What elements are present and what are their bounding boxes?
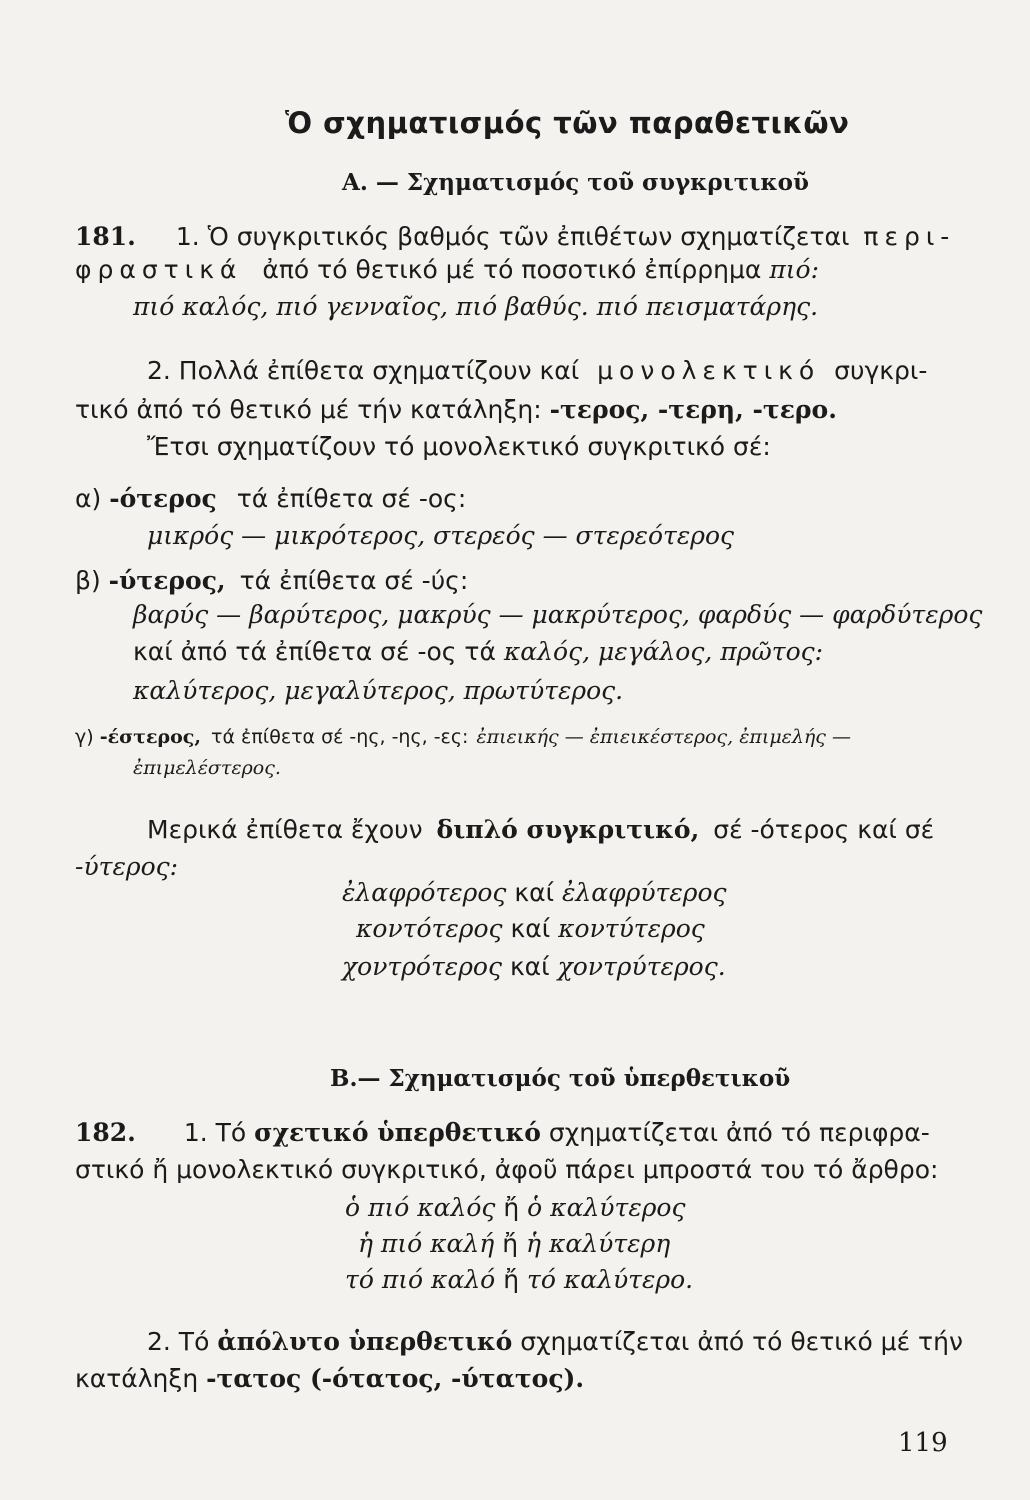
paragraph-181-line-3: πιό καλός, πιό γενναῖος, πιό βαθύς. πιό πεισματάρης. bbox=[133, 292, 819, 321]
double-example-3: χοντρότερος καί χοντρύτερος. bbox=[342, 952, 726, 981]
superlative-example-3: τό πιό καλό ἤ τό καλύτερο. bbox=[345, 1265, 694, 1294]
beta-examples-3: καλύτερος, μεγαλύτερος, πρωτύτερος. bbox=[133, 676, 624, 705]
paragraph-number: 181. bbox=[75, 222, 136, 251]
double-comparative-line-2: -ύτερος: bbox=[75, 852, 179, 881]
paragraph-181-2-line-1: 2. Πολλά ἐπίθετα σχηματίζουν καί μονολεκτικό συγκρι- bbox=[147, 356, 928, 385]
paragraph-182-2-line-2: κατάληξη -τατος (-ότατος, -ύτατος). bbox=[75, 1364, 585, 1393]
paragraph-181-2-line-3: Ἔτσι σχηματίζουν τό μονολεκτικό συγκριτικό σέ: bbox=[147, 432, 771, 461]
beta-examples-1: βαρύς — βαρύτερος, μακρύς — μακρύτερος, φαρδύς — φαρδύτερος bbox=[133, 600, 983, 629]
paragraph-number: 182. bbox=[75, 1118, 136, 1147]
double-example-1: ἐλαφρότερος καί ἐλαφρύτερος bbox=[342, 878, 727, 907]
gamma-rule: γ) -έστερος, τά ἐπίθετα σέ -ης, -ης, -ες: ἐπιεικής — ἐπιεικέστερος, ἐπιμελής — bbox=[75, 726, 851, 748]
double-example-2: κοντότερος καί κοντύτερος bbox=[356, 914, 705, 943]
paragraph-181-line-2: φραστικά ἀπό τό θετικό μέ τό ποσοτικό ἐπίρρημα πιό: bbox=[75, 255, 820, 284]
alpha-examples: μικρός — μικρότερος, στερεός — στερεότερος bbox=[147, 521, 735, 550]
superlative-example-1: ὁ πιό καλός ἤ ὁ καλύτερος bbox=[345, 1193, 686, 1222]
section-a-heading: Α. — Σχηματισμός τοῦ συγκριτικοῦ bbox=[342, 169, 809, 196]
paragraph-181-2-line-2: τικό ἀπό τό θετικό μέ τήν κατάληξη: -τερος, -τερη, -τερο. bbox=[75, 395, 837, 424]
section-b-heading: Β.— Σχηματισμός τοῦ ὑπερθετικοῦ bbox=[330, 1065, 791, 1092]
chapter-title: Ὁ σχηματισμός τῶν παραθετικῶν bbox=[285, 106, 850, 140]
double-comparative-line-1: Μερικά ἐπίθετα ἔχουν διπλό συγκριτικό, σέ -ότερος καί σέ bbox=[147, 815, 935, 844]
gamma-examples-2: ἐπιμελέστερος. bbox=[133, 757, 281, 779]
superlative-example-2: ἡ πιό καλή ἤ ἡ καλύτερη bbox=[358, 1229, 671, 1258]
beta-examples-2: καί ἀπό τά ἐπίθετα σέ -ος τά καλός, μεγάλος, πρῶτος: bbox=[133, 637, 824, 666]
paragraph-182-2-line-1: 2. Τό ἀπόλυτο ὑπερθετικό σχηματίζεται ἀπό τό θετικό μέ τήν bbox=[147, 1327, 963, 1356]
paragraph-182-line-2: στικό ἤ μονολεκτικό συγκριτικό, ἀφοῦ πάρει μπροστά του τό ἄρθρο: bbox=[75, 1155, 939, 1184]
page-number: 119 bbox=[898, 1428, 948, 1458]
paragraph-181-line-1: 181. 1. Ὁ συγκριτικός βαθμός τῶν ἐπιθέτων σχηματίζεται περι- bbox=[75, 222, 956, 251]
paragraph-182-line-1: 182. 1. Τό σχετικό ὑπερθετικό σχηματίζεται ἀπό τό περιφρα- bbox=[75, 1118, 930, 1147]
beta-rule: β) -ύτερος, τά ἐπίθετα σέ -ύς: bbox=[75, 566, 469, 595]
alpha-rule: α) -ότερος τά ἐπίθετα σέ -ος: bbox=[75, 484, 467, 513]
